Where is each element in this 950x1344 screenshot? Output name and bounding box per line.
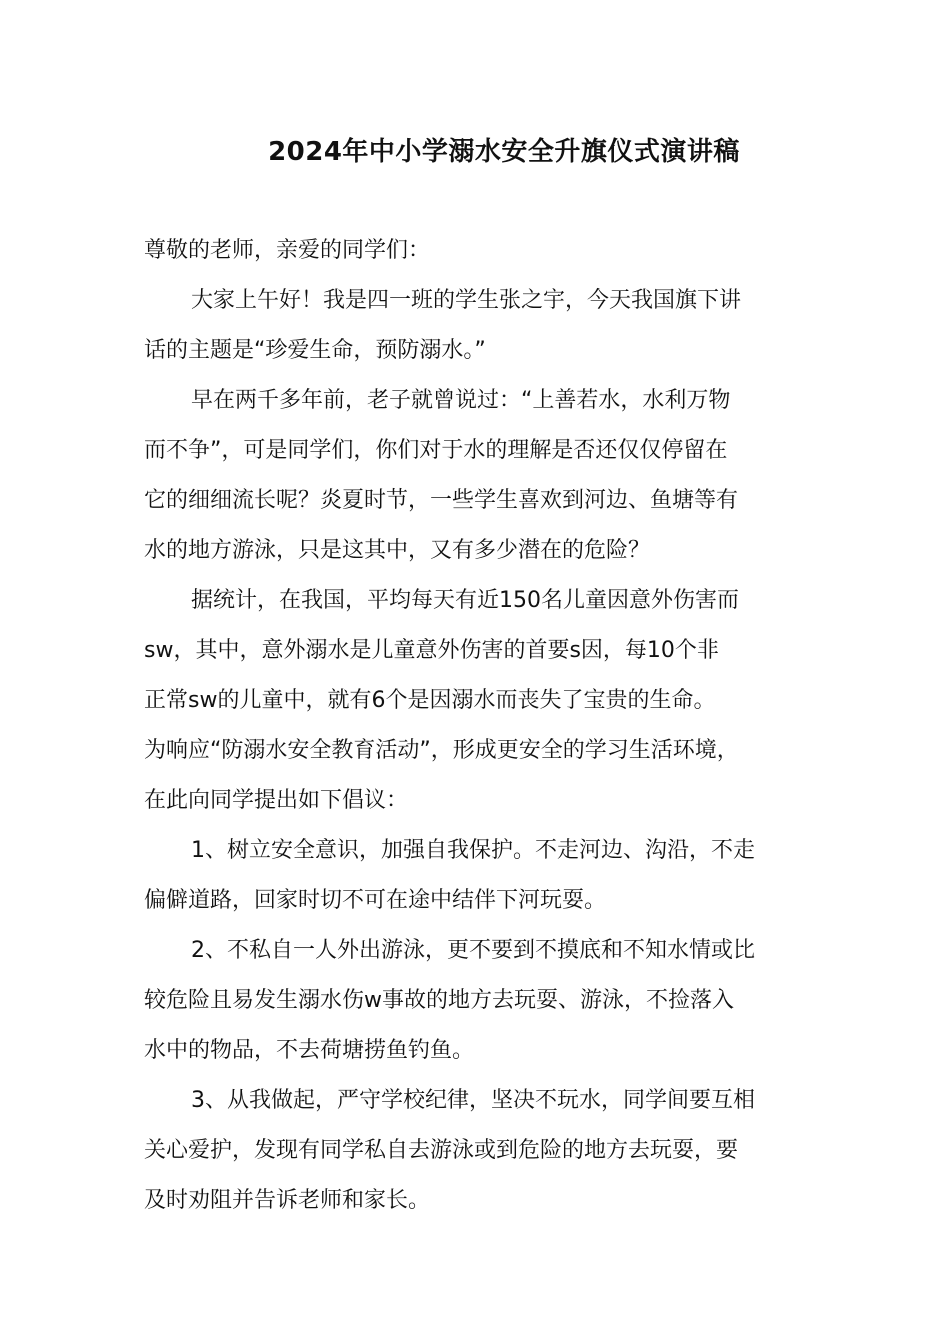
text-line: 大家上午好！我是四一班的学生张之宇，今天我国旗下讲	[191, 288, 742, 313]
text-line: 1、树立安全意识，加强自我保护。不走河边、沟沿，不走	[191, 838, 755, 863]
text-line: 关心爱护，发现有同学私自去游泳或到危险的地方去玩耍，要	[144, 1138, 739, 1163]
document-body	[144, 226, 814, 1226]
text-line: 3、从我做起，严守学校纪律，坚决不玩水，同学间要互相	[191, 1088, 755, 1113]
text-line: 为响应“防溺水安全教育活动”，形成更安全的学习生活环境，	[144, 738, 739, 763]
text-line: 及时劝阻并告诉老师和家长。	[144, 1188, 431, 1213]
document-title: 2024年中小学溺水安全升旗仪式演讲稿	[268, 137, 740, 167]
text-line: 水中的物品，不去荷塘捞鱼钓鱼。	[144, 1038, 475, 1063]
text-line: 水的地方游泳，只是这其中，又有多少潜在的危险？	[144, 538, 651, 563]
text-line: sw，其中，意外溺水是儿童意外伤害的首要s因，每10个非	[144, 638, 719, 663]
text-line: 尊敬的老师，亲爱的同学们：	[144, 238, 431, 263]
text-line: 而不争”，可是同学们，你们对于水的理解是否还仅仅停留在	[144, 438, 728, 463]
text-line: 话的主题是“珍爱生命，预防溺水。”	[144, 338, 486, 363]
text-line: 较危险且易发生溺水伤w事故的地方去玩耍、游泳，不捡落入	[144, 988, 734, 1013]
text-line: 正常sw的儿童中，就有6个是因溺水而丧失了宝贵的生命。	[144, 688, 716, 713]
text-line: 在此向同学提出如下倡议：	[144, 788, 409, 813]
text-line: 据统计，在我国，平均每天有近150名儿童因意外伤害而	[191, 588, 739, 613]
text-line: 早在两千多年前，老子就曾说过：“上善若水，水利万物	[191, 388, 731, 413]
text-line: 2、不私自一人外出游泳，更不要到不摸底和不知水情或比	[191, 938, 755, 963]
text-line: 偏僻道路，回家时切不可在途中结伴下河玩耍。	[144, 888, 607, 913]
text-line: 它的细细流长呢？炎夏时节，一些学生喜欢到河边、鱼塘等有	[144, 488, 739, 513]
